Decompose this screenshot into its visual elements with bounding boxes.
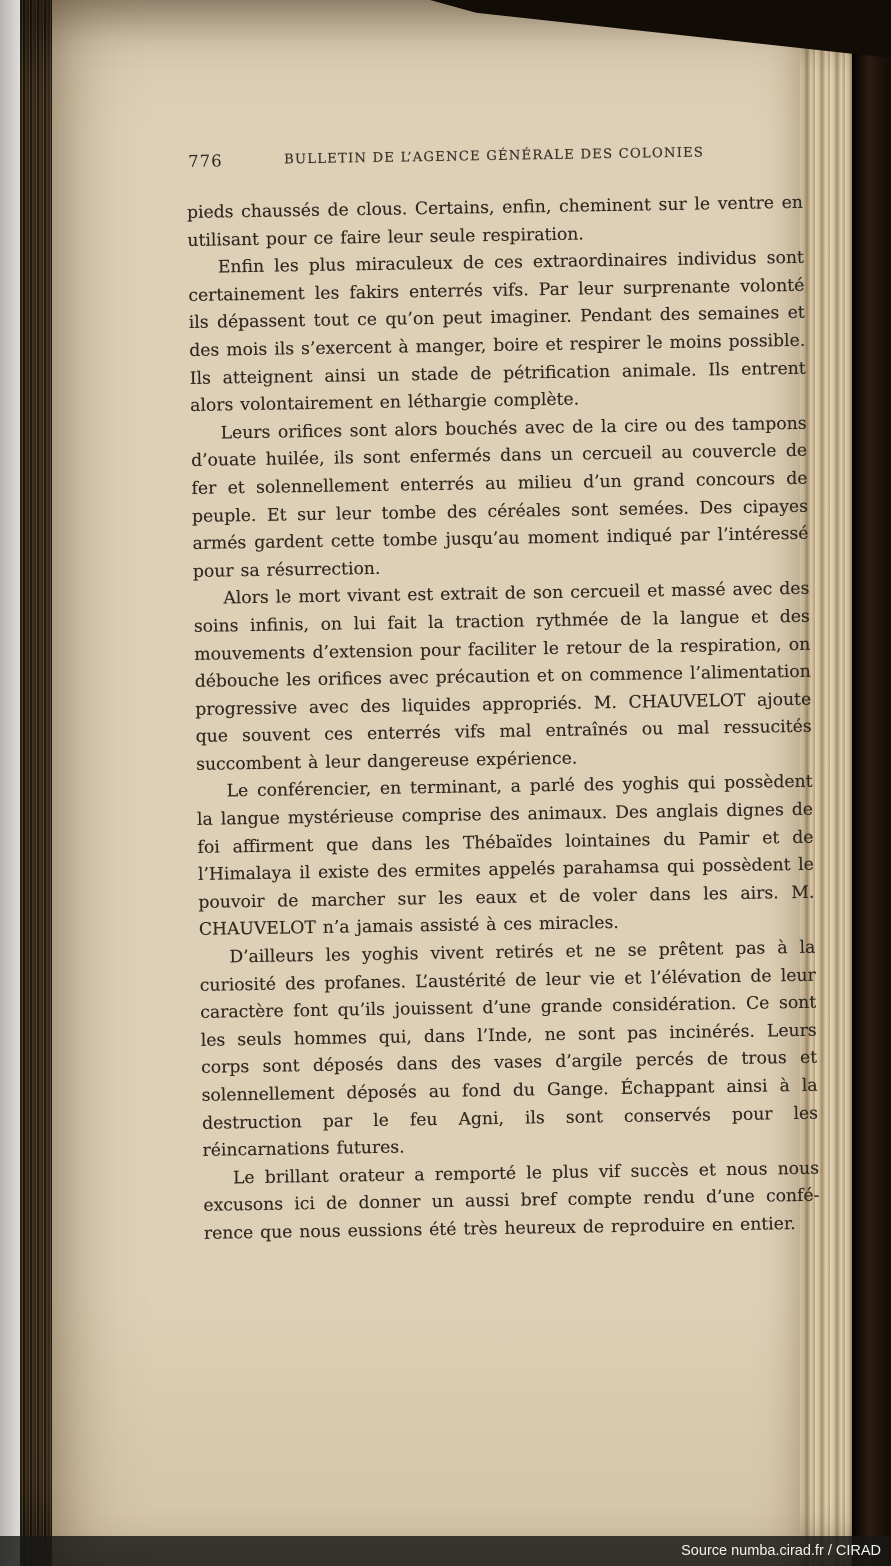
running-title: BULLETIN DE L’AGENCE GÉNÉRALE DES COLONIES [283, 145, 705, 168]
paragraph: Enfin les plus miraculeux de ces extraordinaires individus sont certainement les fakirs enterrés vifs. Par leur surprenante volonté ils dépassent tout ce qu’on peut imaginer. Pendant des semaines et des mois ils s’exercent à manger, boire et respirer le moins possible. Ils atteignent ainsi un stade de pétrification animale. Ils entrent alors volontairement en léthargie complète. [188, 247, 806, 417]
paragraph: D’ailleurs les yoghis vivent retirés et ne se prêtent pas à la curiosité des profanes. L’austérité de leur vie et l’élévation de leur caractère font qu’ils jouissent d’une grande considération. Ce sont les seuls hommes qui, dans l’Inde, ne sont pas incinérés. Leurs corps sont déposés dans des vases d’argile percés de trous et solennellement déposés au fond du Gange. Échappant ainsi à la destruction par le feu Agni, ils sont conservés pour les réincarnations futures. [199, 937, 819, 1162]
printed-text-block [186, 142, 820, 1249]
page-number: 776 [187, 151, 223, 171]
page-body [187, 190, 820, 1249]
paragraph: Alors le mort vivant est extrait de son cercueil et massé avec des soins infinis, on lui fait la traction rythmée de la langue et des mouvements d’extension pour faciliter le retour de la respiration, on débouche les orifices avec précaution et on commence l’alimentation progressive avec des liquides appropriés. M. CHAUVELOT ajoute que souvent ces enterrés vifs mal entraînés ou mal ressucités succombent à leur dangereuse expérience. [193, 579, 812, 775]
source-attribution-text: Source numba.cirad.fr / CIRAD [681, 1543, 881, 1559]
book-cover-right [852, 0, 891, 1566]
paragraph: pieds chaussés de clous. Certains, enfin, cheminent sur le ventre en utilisant pour ce faire leur seule respiration. [186, 192, 804, 251]
paragraph: Le conférencier, en terminant, a parlé des yoghis qui possèdent la langue mystérieuse comprise des animaux. Des anglais dignes de foi affirment que dans les Thébaïdes lointaines du Pamir et de l’Himalaya il existe des ermites appelés parahamsa qui possèdent le pouvoir de marcher sur les eaux et de voler dans les airs. M. CHAUVELOT n’a jamais assisté à ces miracles. [196, 772, 815, 941]
paragraph: Leurs orifices sont alors bouchés avec de la cire ou des tampons d’ouate huilée, ils sont enfermés dans un cercueil au couvercle de fer et solennellement enterrés au milieu d’un grand concours de peuple. Et sur leur tombe des céréales sont semées. Des cipayes armés gardent cette tombe jusqu’au moment indiqué par l’intéressé pour sa résurrection. [190, 413, 809, 582]
paragraph: Le brillant orateur a remporté le plus vif succès et nous nous excusons ici de donner un aussi bref compte rendu d’une conférence que nous eussions été très heureux de reproduire en entier. [203, 1158, 820, 1244]
source-attribution-bar [0, 1536, 891, 1566]
